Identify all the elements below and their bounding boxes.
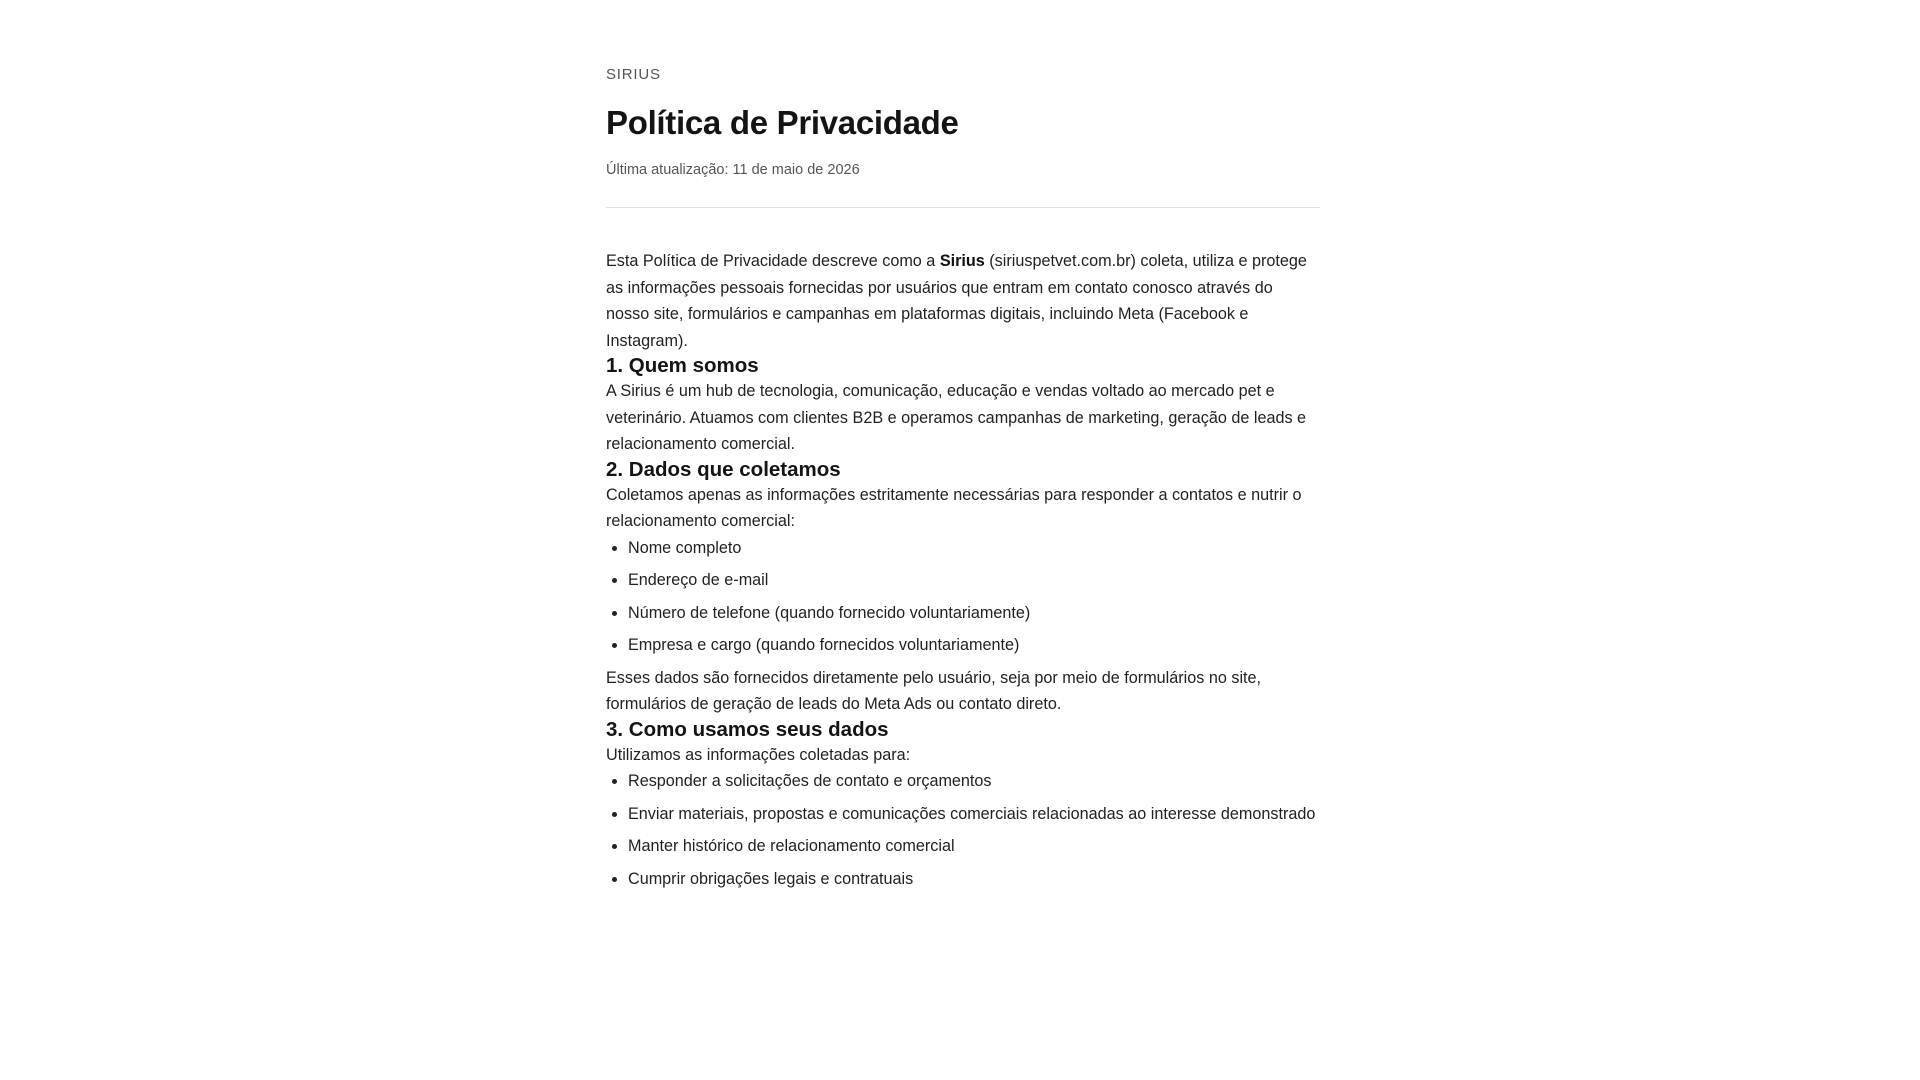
brand-label: SIRIUS — [606, 66, 661, 83]
section-3-paragraph: Utilizamos as informações coletadas para: — [606, 745, 911, 764]
list-item: • Número de telefone (quando fornecido voluntariamente) — [628, 600, 1320, 633]
section-2-list — [606, 535, 1320, 665]
section-3-list — [606, 768, 1320, 898]
header-divider — [606, 207, 1320, 208]
list-item: • Nome completo — [628, 535, 1320, 568]
intro-paragraph — [606, 248, 1320, 354]
section-2-closing: Esses dados são fornecidos diretamente pelo usuário, seja por meio de formulários no site, formulários de geração de leads do Meta Ads ou contato direto. — [606, 668, 1262, 713]
section-2-paragraph: Coletamos apenas as informações estritamente necessárias para responder a contatos e nutrir o relacionamento comercial: — [606, 485, 1302, 530]
list-item: • Endereço de e-mail — [628, 567, 1320, 600]
intro-text-end: (siriuspetvet.com.br) coleta, utiliza e protege as informações pessoais fornecidas por usuários que entram em contato conosco através do nosso site, formulários e campanhas em plataformas digitais, incluindo Meta (Facebook e Instagram). — [606, 252, 1307, 350]
list-item: • Responder a solicitações de contato e orçamentos — [628, 768, 1320, 801]
last-updated-date: Última atualização: 11 de maio de 2026 — [606, 162, 860, 178]
section-3-heading: 3. Como usamos seus dados — [606, 717, 889, 741]
section-1-heading: 1. Quem somos — [606, 354, 759, 377]
intro-brand-name: Sirius — [939, 252, 985, 270]
list-item: • Enviar materiais, propostas e comunicações comerciais relacionadas ao interesse demonstrado — [628, 801, 1320, 834]
list-item: • Empresa e cargo (quando fornecidos voluntariamente) — [628, 632, 1320, 665]
list-item: • Manter histórico de relacionamento comercial — [628, 833, 1320, 866]
list-item: • Cumprir obrigações legais e contratuais — [628, 866, 1320, 899]
page-title: Política de Privacidade — [606, 104, 959, 141]
section-2-heading: 2. Dados que coletamos — [606, 457, 841, 481]
section-1-paragraph: A Sirius é um hub de tecnologia, comunicação, educação e vendas voltado ao mercado pet e veterinário. Atuamos com clientes B2B e operamos campanhas de marketing, geração de leads e relacionamento comercial. — [606, 382, 1307, 453]
intro-text-start: Esta Política de Privacidade descreve como a — [606, 252, 940, 270]
policy-content — [606, 248, 1320, 898]
